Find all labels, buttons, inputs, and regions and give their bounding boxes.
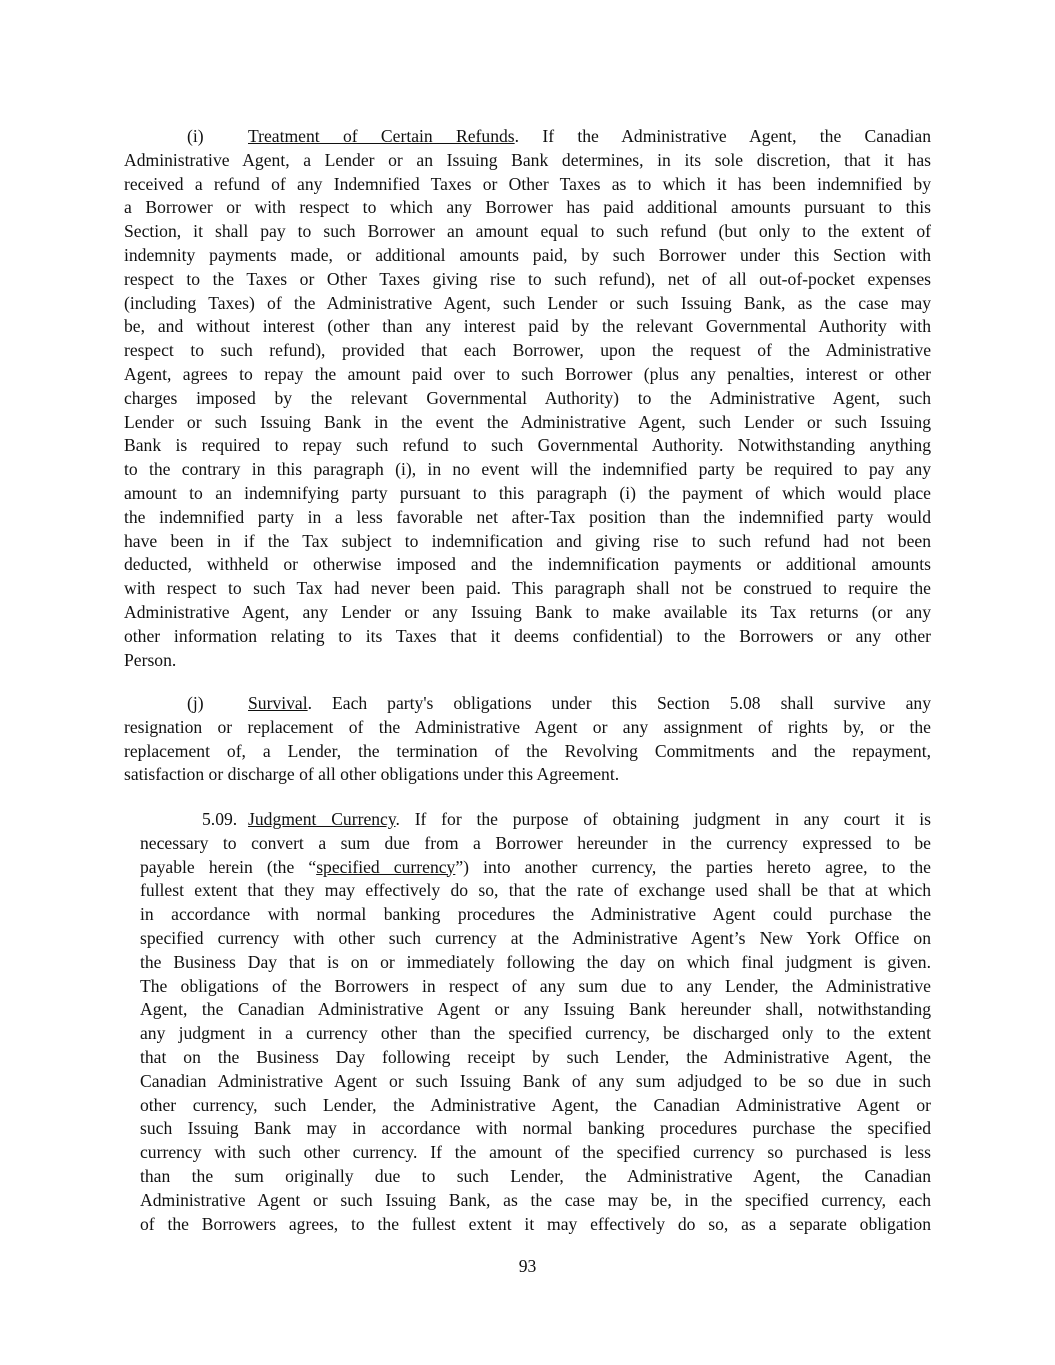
paragraph-j-survival xyxy=(124,692,931,787)
text-line xyxy=(140,808,931,832)
paragraph-label: (j) xyxy=(187,693,204,713)
text-line: deducted, withheld or otherwise imposed and the indemnification payments or additional amounts xyxy=(124,554,931,575)
text-line: than the sum originally due to such Lender, the Administrative Agent, the Canadian xyxy=(140,1165,931,1186)
text-line: respect to such refund), provided that each Borrower, upon the request of the Administrative xyxy=(124,340,931,361)
underlined-heading: Treatment of Certain Refunds xyxy=(248,126,515,146)
line-text: . If for the purpose of obtaining judgment in any court it is xyxy=(395,809,931,829)
line-text: . If the Administrative Agent, the Canadian xyxy=(514,126,931,146)
text-line: The obligations of the Borrowers in respect of any sum due to any Lender, the Administrative xyxy=(140,975,931,996)
text-line: indemnity payments made, or additional amounts paid, by such Borrower under this Section with xyxy=(124,244,931,265)
text-line: specified currency with other such currency at the Administrative Agent’s New York Office on xyxy=(140,927,931,948)
text-line: Administrative Agent, any Lender or any Issuing Bank to make available its Tax returns (or any xyxy=(124,601,931,622)
text-line: respect to the Taxes or Other Taxes giving rise to such refund), net of all out-of-pocket expenses xyxy=(124,268,931,289)
text-line: in accordance with normal banking procedures the Administrative Agent could purchase the xyxy=(140,904,931,925)
text-line xyxy=(140,856,931,880)
text-line: (including Taxes) of the Administrative Agent, such Lender or such Issuing Bank, as the case may xyxy=(124,292,931,313)
text-line: of the Borrowers agrees, to the fullest extent it may effectively do so, as a separate obligation xyxy=(140,1213,931,1234)
text-line: Bank is required to repay such refund to such Governmental Authority. Notwithstanding anything xyxy=(124,435,931,456)
line-text: payable herein (the “ xyxy=(140,856,317,877)
text-line: to the contrary in this paragraph (i), in no event will the indemnified party be required to pay any xyxy=(124,459,931,480)
text-line: charges imposed by the relevant Governmental Authority) to the Administrative Agent, such xyxy=(124,387,931,408)
text-line xyxy=(124,125,931,149)
text-line: necessary to convert a sum due from a Borrower hereunder in the currency expressed to be xyxy=(140,832,931,853)
text-line: be, and without interest (other than any interest paid by the relevant Governmental Authority with xyxy=(124,316,931,337)
text-line: resignation or replacement of the Administrative Agent or any assignment of rights by, or the xyxy=(124,716,931,737)
text-line: Administrative Agent, a Lender or an Issuing Bank determines, in its sole discretion, that it has xyxy=(124,149,931,170)
underlined-heading: specified currency xyxy=(316,856,456,877)
text-line: the Business Day that is on or immediately following the day on which final judgment is given. xyxy=(140,951,931,972)
paragraph-i-treatment-of-certain-refunds xyxy=(124,125,931,672)
text-line: received a refund of any Indemnified Taxes or Other Taxes as to which it has been indemnified by xyxy=(124,173,931,194)
text-line: Agent, the Canadian Administrative Agent or any Issuing Bank hereunder shall, notwithstanding xyxy=(140,999,931,1020)
text-line: fullest extent that they may effectively do so, that the rate of exchange used shall be that at which xyxy=(140,880,931,901)
line-text: ”) into another currency, the parties hereto agree, to the xyxy=(455,856,931,877)
text-line: the indemnified party in a less favorable net after-Tax position than the indemnified party would xyxy=(124,506,931,527)
text-line: other currency, such Lender, the Administrative Agent, the Canadian Administrative Agent or xyxy=(140,1094,931,1115)
text-line xyxy=(124,692,931,716)
underlined-heading: Judgment Currency xyxy=(248,809,396,829)
section-5-09-judgment-currency xyxy=(140,808,931,1236)
page-number: 93 xyxy=(518,1256,537,1276)
text-line: that on the Business Day following receipt by such Lender, the Administrative Agent, the xyxy=(140,1046,931,1067)
text-line: with respect to such Tax had never been paid. This paragraph shall not be construed to require the xyxy=(124,578,931,599)
text-line: Section, it shall pay to such Borrower an amount equal to such refund (but only to the extent of xyxy=(124,221,931,242)
text-line: replacement of, a Lender, the termination of the Revolving Commitments and the repayment, xyxy=(124,740,931,761)
text-line: have been in if the Tax subject to indemnification and giving rise to such refund had not been xyxy=(124,530,931,551)
text-line: Administrative Agent or such Issuing Bank, as the case may be, in the specified currency, each xyxy=(140,1189,931,1210)
text-line: such Issuing Bank may in accordance with normal banking procedures purchase the specified xyxy=(140,1118,931,1139)
text-line: satisfaction or discharge of all other obligations under this Agreement. xyxy=(124,764,620,785)
text-line: currency with such other currency. If the amount of the specified currency so purchased is less xyxy=(140,1142,931,1163)
text-line: a Borrower or with respect to which any Borrower has paid additional amounts pursuant to this xyxy=(124,197,931,218)
text-line: Person. xyxy=(124,649,177,670)
paragraph-label: (i) xyxy=(187,126,204,146)
text-line: amount to an indemnifying party pursuant to this paragraph (i) the payment of which would place xyxy=(124,482,931,503)
paragraph-label: 5.09. xyxy=(202,809,238,829)
text-line: Lender or such Issuing Bank in the event the Administrative Agent, such Lender or such Issuing xyxy=(124,411,931,432)
text-line: any judgment in a currency other than the specified currency, be discharged only to the extent xyxy=(140,1023,931,1044)
text-line: Canadian Administrative Agent or such Issuing Bank of any sum adjudged to be so due in such xyxy=(140,1070,931,1091)
text-line: other information relating to its Taxes that it deems confidential) to the Borrowers or any other xyxy=(124,625,931,646)
text-line: Agent, agrees to repay the amount paid over to such Borrower (plus any penalties, interest or other xyxy=(124,363,931,384)
underlined-heading: Survival xyxy=(248,693,308,713)
line-text: . Each party's obligations under this Section 5.08 shall survive any xyxy=(307,693,931,713)
